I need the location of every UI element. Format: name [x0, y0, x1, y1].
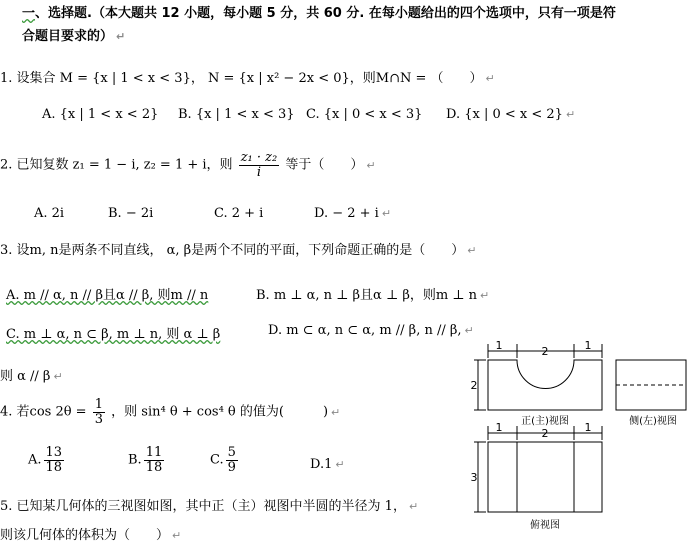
- question-2-option-a: A. 2i: [34, 206, 65, 221]
- question-4-fraction: $\frac{1}{3}$: [94, 397, 103, 427]
- question-3-stem: 3. 设m, n是两条不同直线， α, β是两个不同的平面，下列命题正确的是（ ） ↵: [0, 243, 477, 258]
- return-mark-icon: ↵: [408, 500, 419, 513]
- front-view-caption: 正(主)视图: [521, 416, 569, 427]
- front-dim-label-right: 1: [584, 339, 592, 352]
- front-height-label: 2: [470, 379, 478, 392]
- return-mark-icon: ↵: [464, 324, 474, 337]
- return-mark-icon: ↵: [331, 405, 341, 419]
- return-mark-icon: ↵: [480, 289, 490, 302]
- section-number: 一: [22, 6, 36, 21]
- front-dim-label-mid: 2: [541, 345, 549, 358]
- section-heading: [22, 2, 616, 21]
- return-mark-icon: ↵: [381, 207, 392, 220]
- question-2-fraction: $\frac{\text{z₁ · z₂}}{i}$: [240, 150, 278, 180]
- question-2-option-c: C. 2 + i: [214, 206, 264, 221]
- question-1-option-a: A. {x | 1 < x < 2}: [42, 107, 159, 122]
- question-4-option-c: C. $\frac{5}{9}$: [210, 445, 236, 475]
- return-mark-icon: ↵: [565, 108, 576, 121]
- question-2-option-d: D. − 2 + i ↵: [314, 206, 392, 221]
- question-1-option-d: D. {x | 0 < x < 2} ↵: [446, 107, 576, 122]
- question-5-stem: 5. 已知某几何体的三视图如图，其中正（主）视图中半圆的半径为 1， ↵: [0, 499, 419, 514]
- question-4-option-b: B. $\frac{11}{18}$: [128, 445, 163, 475]
- question-2-stem: 2. 已知复数 z₁ = 1 − i, z₂ = 1 + i，则 $\frac{\text{z₁ · z₂}}{i}$ 等于（ ） ↵: [0, 150, 376, 180]
- return-mark-icon: ↵: [172, 529, 182, 542]
- top-dim-label-mid: 2: [541, 427, 549, 440]
- return-mark-icon: ↵: [116, 30, 126, 43]
- question-1-stem: 1. 设集合 M = {x | 1 < x < 3}， N = {x | x² − 2x < 0}，则M∩N = （ ） ↵: [0, 71, 495, 86]
- top-view-rect: [488, 442, 602, 512]
- question-3-option-a: A. m // α, n // β且α // β, 则m // n: [6, 288, 209, 303]
- top-dim-label-left: 1: [495, 421, 503, 434]
- return-mark-icon: ↵: [53, 370, 63, 383]
- return-mark-icon: ↵: [485, 72, 495, 85]
- side-view-caption: 侧(左)视图: [629, 416, 677, 427]
- top-height-label: 3: [470, 471, 478, 484]
- question-1-option-b: B. {x | 1 < x < 3}: [178, 107, 295, 122]
- return-mark-icon: ↵: [335, 458, 345, 471]
- front-dim-label-left: 1: [495, 339, 503, 352]
- question-3-option-b: B. m ⊥ α, n ⊥ β且α ⊥ β，则m ⊥ n ↵: [256, 288, 490, 303]
- top-dim-label-right: 1: [584, 421, 592, 434]
- three-view-figure: [466, 338, 692, 536]
- section-description: .（本大题共 12 小题，每小题 5 分，共 60 分. 在每小题给出的四个选项中，只有一项是符: [87, 6, 616, 21]
- return-mark-icon: ↵: [467, 244, 477, 257]
- question-3-option-d: D. m ⊂ α, n ⊂ α, m // β, n // β, ↵: [268, 323, 474, 338]
- section-description-cont: 合题目要求的） ↵: [22, 29, 126, 44]
- question-4-option-a: A. $\frac{13}{18}$: [28, 445, 63, 475]
- question-5-stem-cont: 则该几何体的体积为（ ） ↵: [0, 528, 182, 543]
- front-view-shape: [488, 360, 602, 410]
- question-4-stem: 4. 若cos 2θ = $\frac{1}{3}$ ，则 sin⁴ θ + cos⁴ θ 的值为( ) ↵: [0, 397, 341, 427]
- question-1-option-c: C. {x | 0 < x < 3}: [306, 107, 423, 122]
- question-3-option-d-cont: 则 α // β ↵: [0, 369, 63, 384]
- question-2-option-b: B. − 2i: [108, 206, 154, 221]
- question-4-option-d: D.1 ↵: [310, 457, 345, 472]
- top-view-caption: 俯视图: [530, 520, 560, 531]
- return-mark-icon: ↵: [366, 158, 376, 172]
- section-title: 、选择题: [35, 6, 88, 21]
- question-3-option-c: C. m ⊥ α, n ⊂ β, m ⊥ n, 则 α ⊥ β: [6, 327, 221, 342]
